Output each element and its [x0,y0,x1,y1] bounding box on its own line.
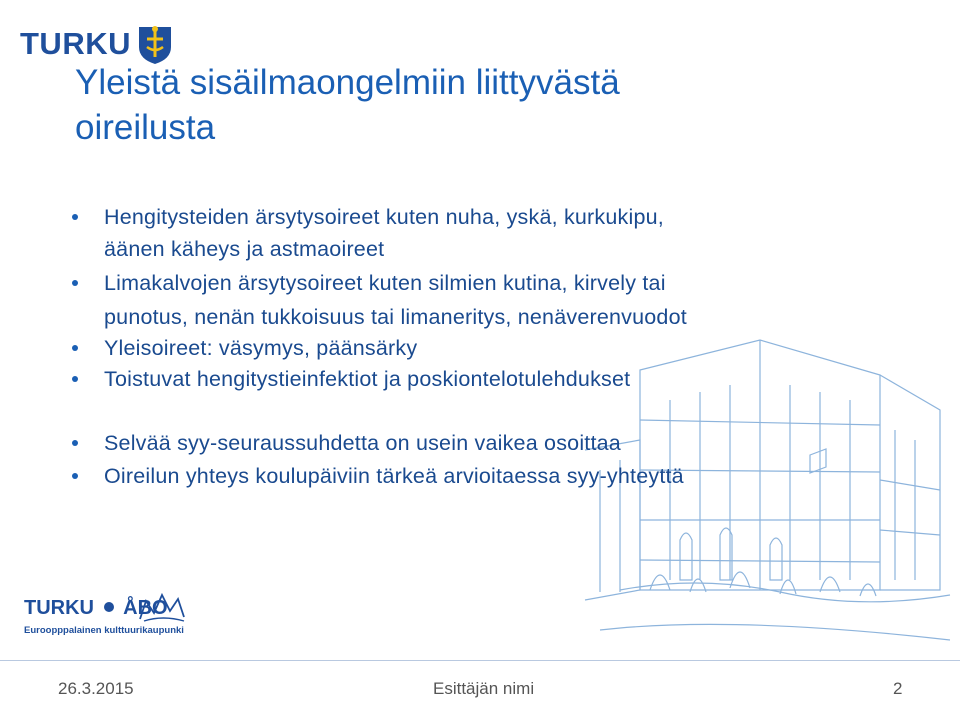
logo-dot-icon [104,602,114,612]
logo-word-abo: ÅBO [123,597,168,619]
bullet-2-line-1: Limakalvojen ärsytysoireet kuten silmien kutina, kirvely tai [104,271,666,295]
footer-presenter: Esittäjän nimi [433,679,535,698]
turku-abo-logo [20,597,190,642]
bullet-dot [72,440,78,446]
bullet-dot [72,473,78,479]
bullet-6-line-1: Oireilun yhteys koulupäiviin tärkeä arvioitaessa syy-yhteyttä [104,464,684,488]
bullet-3-line-1: Yleisoireet: väsymys, päänsärky [104,336,418,360]
title-line-2: oireilusta [75,108,216,147]
bullet-2-line-2: punotus, nenän tukkoisuus tai limaneritys, nenäverenvuodot [104,305,687,329]
bullet-dot [72,376,78,382]
bullet-1-line-1: Hengitysteiden ärsytysoireet kuten nuha, yskä, kurkukipu, [104,205,664,229]
turku-logo-text: TURKU [20,26,131,61]
bullet-dot [72,280,78,286]
bullet-dot [72,214,78,220]
footer-date: 26.3.2015 [58,679,134,698]
footer-divider [0,660,960,661]
logo-word-turku: TURKU [24,597,94,619]
title-line-1: Yleistä sisäilmaongelmiin liittyvästä [75,63,620,102]
logo-subtitle: Euroopppalainen kulttuurikaupunki [24,625,184,636]
bullet-dot [72,345,78,351]
footer-page-number: 2 [893,679,903,698]
bullet-5-line-1: Selvää syy-seuraussuhdetta on usein vaikea osoittaa [104,431,621,455]
bullet-1-line-2: äänen käheys ja astmaoireet [104,237,385,261]
bullet-4-line-1: Toistuvat hengitystieinfektiot ja poskiontelotulehdukset [104,367,631,391]
crown-sketch-icon [138,593,188,623]
